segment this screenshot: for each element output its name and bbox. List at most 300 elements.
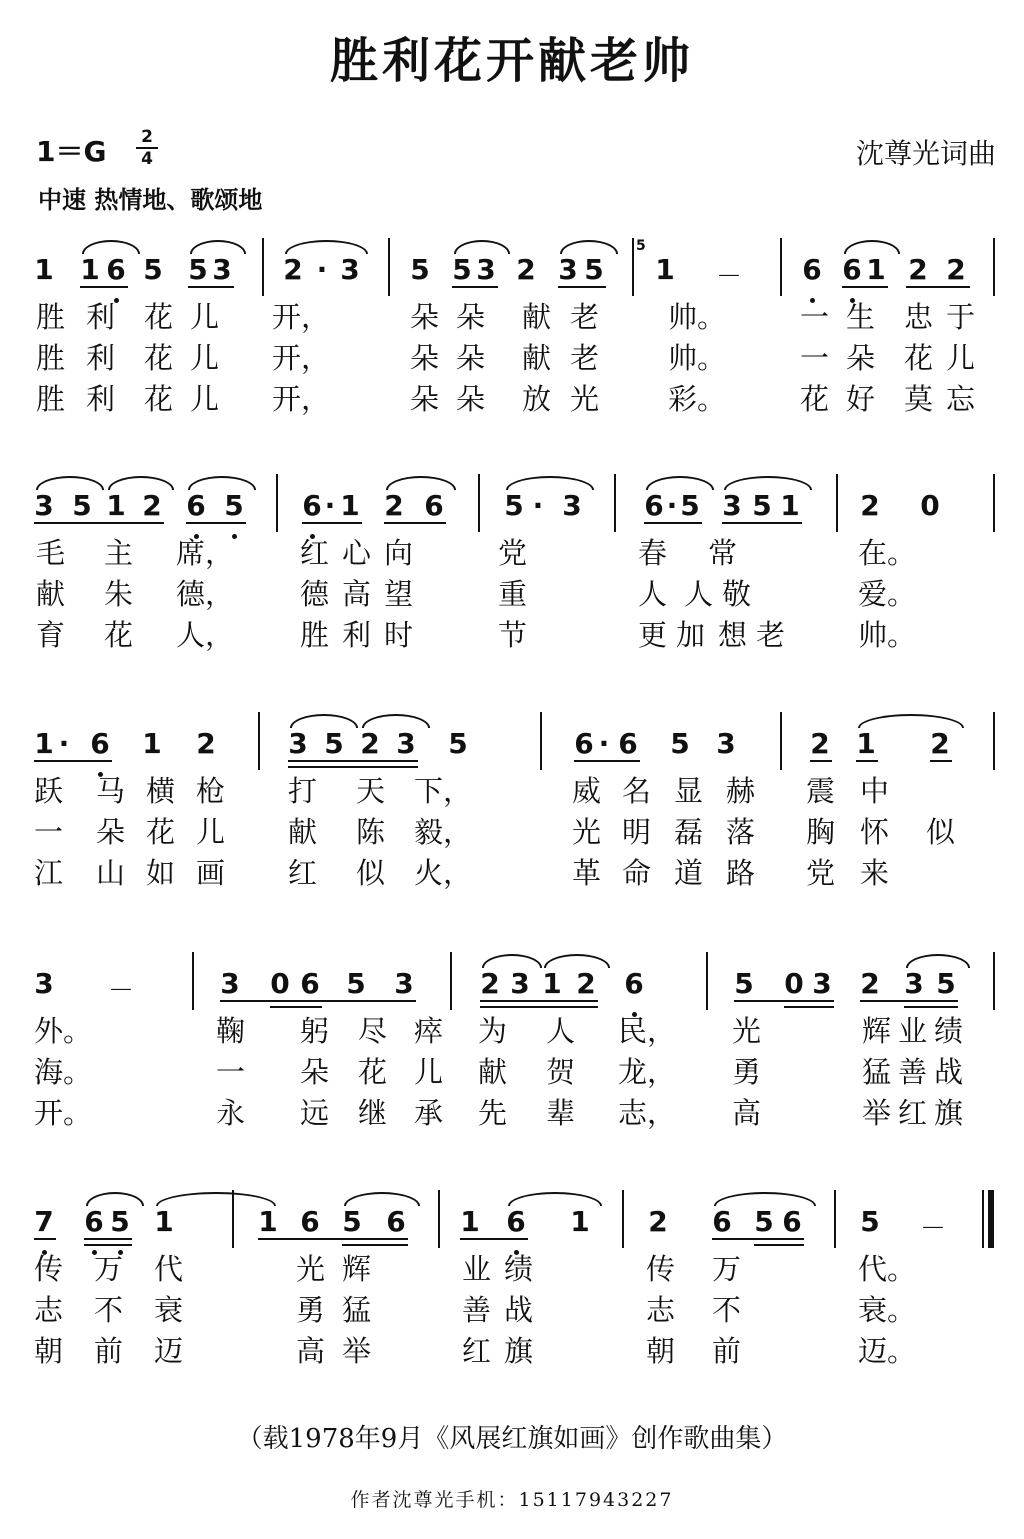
beam-underline	[644, 522, 702, 524]
lyric-char: 人	[638, 577, 668, 611]
note: 5	[224, 489, 244, 522]
lyric-char: 帅。	[668, 300, 727, 334]
lyric-char: 山	[96, 856, 126, 890]
lyric-char: 朵	[456, 382, 486, 416]
lyric-char: 想	[718, 618, 748, 652]
song-title: 胜利花开献老帅	[329, 33, 694, 89]
note: 5	[752, 489, 772, 522]
lyric-char: 帅。	[668, 341, 727, 375]
notation-row	[0, 474, 1024, 534]
beam-underline	[452, 286, 498, 288]
lyric-char: 光	[732, 1014, 762, 1048]
note: 3	[476, 253, 496, 286]
note: 5	[324, 727, 344, 760]
note: 2	[648, 1205, 668, 1238]
lyric-char: 似	[356, 856, 386, 890]
lyric-char: 利	[86, 341, 116, 375]
barline	[540, 712, 542, 770]
lyric-line	[0, 815, 1024, 855]
lyric-char: 献	[522, 300, 552, 334]
lyric-char: 志，	[618, 1096, 677, 1130]
lyric-char: 怀	[860, 815, 890, 849]
lyric-char: 彩。	[668, 382, 727, 416]
note: －	[108, 976, 135, 1006]
note: 1	[34, 253, 54, 286]
note: 1	[154, 1205, 174, 1238]
beam-underline	[84, 1238, 132, 1240]
lyric-char: 一	[34, 815, 64, 849]
barline	[706, 952, 708, 1010]
barline	[993, 474, 995, 532]
note: 5	[860, 1205, 880, 1238]
lyric-char: 朵	[300, 1055, 330, 1089]
note: 3	[34, 967, 54, 1000]
lyric-char: 儿	[196, 815, 226, 849]
lyric-char: 陈	[356, 815, 386, 849]
slur	[544, 954, 610, 968]
note: 5	[670, 727, 690, 760]
lyric-char: 枪	[196, 774, 226, 808]
lyric-char: 瘁	[414, 1014, 444, 1048]
barline	[993, 712, 995, 770]
barline	[993, 952, 995, 1010]
lyric-char: 革	[572, 856, 602, 890]
lyric-char: 花	[146, 815, 176, 849]
lyric-char: 举	[342, 1334, 372, 1368]
lyric-char: 猛	[862, 1055, 892, 1089]
lyric-char: 下，	[414, 774, 473, 808]
lyric-char: 节	[498, 618, 528, 652]
note: 6	[424, 489, 444, 522]
note: 5	[504, 489, 524, 522]
lyric-char: 望	[384, 577, 414, 611]
note: 5	[754, 1205, 774, 1238]
note: 6	[106, 253, 126, 286]
lyric-char: 传	[646, 1252, 676, 1286]
note: 2	[480, 967, 500, 1000]
lyric-char: 万	[712, 1252, 742, 1286]
lyric-char: 胜	[36, 341, 66, 375]
lyric-char: 时	[384, 618, 414, 652]
note: 1	[780, 489, 800, 522]
note: 2	[810, 727, 830, 760]
lyric-char: 辉	[342, 1252, 372, 1286]
beam-underline	[930, 760, 952, 762]
lyric-char: 花	[104, 618, 134, 652]
lyric-char: 一	[216, 1055, 246, 1089]
slur	[724, 476, 812, 490]
note: 6	[302, 489, 322, 522]
lyric-char: 红	[462, 1334, 492, 1368]
lyric-char: 重	[498, 577, 528, 611]
beam-underline	[574, 760, 640, 762]
lyric-char: 善	[898, 1055, 928, 1089]
note: 0	[784, 967, 804, 1000]
barline	[450, 952, 452, 1010]
lyric-char: 献	[36, 577, 66, 611]
lyric-line	[0, 1252, 1024, 1292]
lyric-char: 利	[342, 618, 372, 652]
beam-underline	[288, 766, 418, 768]
lyric-char: 战	[934, 1055, 964, 1089]
lyric-char: 花	[800, 382, 830, 416]
note: 2	[860, 967, 880, 1000]
notation-row	[0, 952, 1024, 1012]
lyric-char: 震	[806, 774, 836, 808]
note: 7	[34, 1205, 54, 1238]
lyric-char: 朝	[646, 1334, 676, 1368]
note: 1	[258, 1205, 278, 1238]
note: 6	[90, 727, 110, 760]
beam-underline	[558, 286, 606, 288]
lyric-char: 好	[846, 382, 876, 416]
tempo-marking: 中速 热情地、歌颂地	[38, 186, 263, 214]
lyric-char: 毛	[36, 536, 66, 570]
barline	[614, 474, 616, 532]
beam-underline	[80, 286, 128, 288]
note: 5	[346, 967, 366, 1000]
lyric-line	[0, 536, 1024, 576]
note: 1	[542, 967, 562, 1000]
lyric-char: 磊	[674, 815, 704, 849]
note: 3	[716, 727, 736, 760]
note: 1	[570, 1205, 590, 1238]
note: 1	[80, 253, 100, 286]
note: 6	[506, 1205, 526, 1238]
note: 3	[904, 967, 924, 1000]
lyric-char: 明	[622, 815, 652, 849]
note: 6	[618, 727, 638, 760]
note: 6	[624, 967, 644, 1000]
lyric-char: 举	[862, 1096, 892, 1130]
beam-underline	[384, 522, 446, 524]
lyric-char: 开，	[272, 300, 331, 334]
lyric-char: 业	[462, 1252, 492, 1286]
lyric-line	[0, 1014, 1024, 1054]
note: 2	[946, 253, 966, 286]
beam-underline	[712, 1238, 804, 1240]
lyric-char: 勇	[296, 1293, 326, 1327]
lyric-char: 衰	[154, 1293, 184, 1327]
lyric-char: 勇	[732, 1055, 762, 1089]
note: 5	[734, 967, 754, 1000]
notation-row	[0, 712, 1024, 772]
note: 5	[410, 253, 430, 286]
barline	[258, 712, 260, 770]
note: 3	[562, 489, 582, 522]
lyric-char: 放	[522, 382, 552, 416]
lyric-char: 莫	[904, 382, 934, 416]
meter-top: 2	[141, 127, 153, 147]
note: 1	[340, 489, 360, 522]
barline	[836, 474, 838, 532]
lyric-char: 儿	[414, 1055, 444, 1089]
note: 5	[188, 253, 208, 286]
lyric-char: 马	[96, 774, 126, 808]
lyric-char: 善	[462, 1293, 492, 1327]
lyric-char: 红	[898, 1096, 928, 1130]
lyric-char: 春	[638, 536, 668, 570]
note: 3	[812, 967, 832, 1000]
beam-underline	[188, 286, 234, 288]
lyric-char: 朵	[410, 341, 440, 375]
note: 1	[866, 253, 886, 286]
lyric-char: 迈。	[858, 1334, 917, 1368]
note: 2	[576, 967, 596, 1000]
note: 3	[212, 253, 232, 286]
lyric-char: 开，	[272, 382, 331, 416]
lyric-char: 心	[342, 536, 372, 570]
lyric-char: 海。	[34, 1055, 93, 1089]
lyric-char: 继	[358, 1096, 388, 1130]
slur	[285, 240, 368, 254]
lyric-char: 光	[572, 815, 602, 849]
lyric-char: 代	[154, 1252, 184, 1286]
lyric-char: 儿	[190, 300, 220, 334]
beam-underline	[258, 1238, 408, 1240]
lyric-char: 赫	[726, 774, 756, 808]
barline	[438, 1190, 440, 1248]
note: 5	[936, 967, 956, 1000]
beam-underline	[270, 1006, 322, 1008]
lyric-char: 前	[712, 1334, 742, 1368]
beam-underline	[480, 1006, 598, 1008]
lyric-char: 帅。	[858, 618, 917, 652]
barline	[622, 1190, 624, 1248]
lyric-char: 显	[674, 774, 704, 808]
lyric-char: 远	[300, 1096, 330, 1130]
lyric-char: 画	[196, 856, 226, 890]
slur	[362, 714, 430, 728]
lyric-char: 似	[926, 815, 956, 849]
lyric-char: 胜	[36, 382, 66, 416]
lyric-char: 开，	[272, 341, 331, 375]
lyric-char: 民，	[618, 1014, 677, 1048]
lyric-char: 在。	[858, 536, 917, 570]
lyric-char: 辉	[862, 1014, 892, 1048]
lyric-char: 衰。	[858, 1293, 917, 1327]
lyric-line	[0, 300, 1024, 340]
lyric-char: 一	[800, 300, 830, 334]
slur	[858, 714, 964, 728]
lyric-char: 花	[904, 341, 934, 375]
note: 3	[396, 727, 416, 760]
beam-underline	[906, 286, 970, 288]
note: 2	[283, 253, 303, 286]
note: 1	[460, 1205, 480, 1238]
lyric-char: 朵	[410, 382, 440, 416]
note: ·	[316, 253, 328, 286]
slur	[646, 476, 714, 490]
note: 5	[452, 253, 472, 286]
lyric-char: 旗	[934, 1096, 964, 1130]
lyric-char: 名	[622, 774, 652, 808]
note: 6	[802, 253, 822, 286]
note: 1	[142, 727, 162, 760]
lyric-char: 献	[288, 815, 318, 849]
lyric-char: 躬	[300, 1014, 330, 1048]
lyric-char: 加	[676, 618, 706, 652]
lyric-char: 龙，	[618, 1055, 677, 1089]
final-barline	[988, 1190, 994, 1248]
lyric-char: 人	[546, 1014, 576, 1048]
lyric-line	[0, 382, 1024, 422]
author-contact: 作者沈尊光手机：15117943227	[350, 1489, 674, 1511]
note: 3	[34, 489, 54, 522]
note: 3	[288, 727, 308, 760]
slur	[906, 954, 970, 968]
lyric-char: 朵	[410, 300, 440, 334]
lyric-char: 横	[146, 774, 176, 808]
slur	[454, 240, 510, 254]
lyric-char: 儿	[190, 382, 220, 416]
slur	[506, 476, 594, 490]
lyric-line	[0, 1334, 1024, 1374]
note: 6	[300, 1205, 320, 1238]
lyric-char: 业	[898, 1014, 928, 1048]
lyric-char: 忠	[904, 300, 934, 334]
slur	[86, 1192, 144, 1206]
lyric-char: 迈	[154, 1334, 184, 1368]
beam-underline	[722, 522, 802, 524]
lyric-char: 鞠	[216, 1014, 246, 1048]
slur	[508, 1192, 602, 1206]
note: 0	[270, 967, 290, 1000]
beam-underline	[220, 1000, 416, 1002]
note: 2	[860, 489, 880, 522]
note: 2	[384, 489, 404, 522]
lyric-char: 常	[708, 536, 738, 570]
note: 5	[342, 1205, 362, 1238]
lyric-char: 花	[144, 300, 174, 334]
slur	[560, 240, 618, 254]
lyric-line	[0, 856, 1024, 896]
notation-row	[0, 238, 1024, 298]
lyric-char: 生	[846, 300, 876, 334]
note: ·	[58, 727, 70, 760]
lyric-char: 开。	[34, 1096, 93, 1130]
lyric-char: 胜	[36, 300, 66, 334]
lyric-char: 尽	[358, 1014, 388, 1048]
note: 5	[72, 489, 92, 522]
barline	[834, 1190, 836, 1248]
lyric-char: 于	[946, 300, 976, 334]
note: 6	[574, 727, 594, 760]
lyric-char: 高	[732, 1096, 762, 1130]
lyric-char: 不	[94, 1293, 124, 1327]
lyric-char: 传	[34, 1252, 64, 1286]
beam-underline	[842, 286, 888, 288]
lyric-char: 花	[144, 341, 174, 375]
lyric-char: 打	[288, 774, 318, 808]
lyric-char: 朵	[846, 341, 876, 375]
beam-underline	[810, 760, 832, 762]
lyric-char: 德，	[176, 577, 235, 611]
slur	[386, 476, 456, 490]
beam-underline	[480, 1000, 598, 1002]
lyric-char: 朵	[456, 300, 486, 334]
lyric-char: 席，	[176, 536, 235, 570]
source-note: （载1978年9月《风展红旗如画》创作歌曲集）	[236, 1424, 788, 1454]
note: 5	[448, 727, 468, 760]
barline	[993, 238, 995, 296]
lyric-line	[0, 1293, 1024, 1333]
lyric-char: 江	[34, 856, 64, 890]
lyric-char: 光	[570, 382, 600, 416]
lyric-char: 献	[478, 1055, 508, 1089]
lyric-char: 胸	[806, 815, 836, 849]
lyric-char: 志	[34, 1293, 64, 1327]
lyric-char: 敬	[722, 577, 752, 611]
note: ·	[324, 489, 336, 522]
slur	[714, 1192, 816, 1206]
lyric-char: 志	[646, 1293, 676, 1327]
note: －	[716, 262, 743, 292]
note: 1	[106, 489, 126, 522]
lyric-char: 育	[36, 618, 66, 652]
lyric-char: 威	[572, 774, 602, 808]
lyric-line	[0, 1055, 1024, 1095]
note: 3	[394, 967, 414, 1000]
lyric-char: 利	[86, 300, 116, 334]
composer-credit: 沈尊光词曲	[855, 137, 996, 170]
beam-underline	[34, 760, 112, 762]
note: 5	[680, 489, 700, 522]
time-signature	[136, 128, 158, 168]
notation-row	[0, 1190, 1024, 1250]
slur	[156, 1192, 276, 1206]
barline	[632, 238, 634, 296]
lyric-char: 老	[570, 300, 600, 334]
note: 1	[655, 253, 675, 286]
note: 6	[842, 253, 862, 286]
lyric-char: 高	[342, 577, 372, 611]
note: 5	[143, 253, 163, 286]
note: ·	[666, 489, 678, 522]
slur	[108, 476, 174, 490]
note: 2	[196, 727, 216, 760]
lyric-char: 旗	[504, 1334, 534, 1368]
lyric-char: 战	[504, 1293, 534, 1327]
note: －	[920, 1214, 947, 1244]
beam-underline	[754, 1244, 804, 1246]
lyric-line	[0, 341, 1024, 381]
lyric-line	[0, 618, 1024, 658]
slur	[188, 476, 256, 490]
lyric-char: 花	[358, 1055, 388, 1089]
lyric-char: 绩	[504, 1252, 534, 1286]
lyric-char: 一	[800, 341, 830, 375]
lyric-char: 朵	[456, 341, 486, 375]
slur	[482, 954, 542, 968]
beam-underline	[904, 1006, 958, 1008]
lyric-char: 利	[86, 382, 116, 416]
beam-underline	[342, 1244, 408, 1246]
slur	[344, 1192, 420, 1206]
lyric-char: 永	[216, 1096, 246, 1130]
slur	[190, 240, 246, 254]
beam-underline	[856, 760, 878, 762]
note: 3	[558, 253, 578, 286]
lyric-char: 火，	[414, 856, 473, 890]
note: ·	[532, 489, 544, 522]
lyric-char: 为	[478, 1014, 508, 1048]
lyric-char: 绩	[934, 1014, 964, 1048]
beam-underline	[784, 1006, 834, 1008]
note: 5	[584, 253, 604, 286]
note: 1	[856, 727, 876, 760]
lyric-line	[0, 577, 1024, 617]
